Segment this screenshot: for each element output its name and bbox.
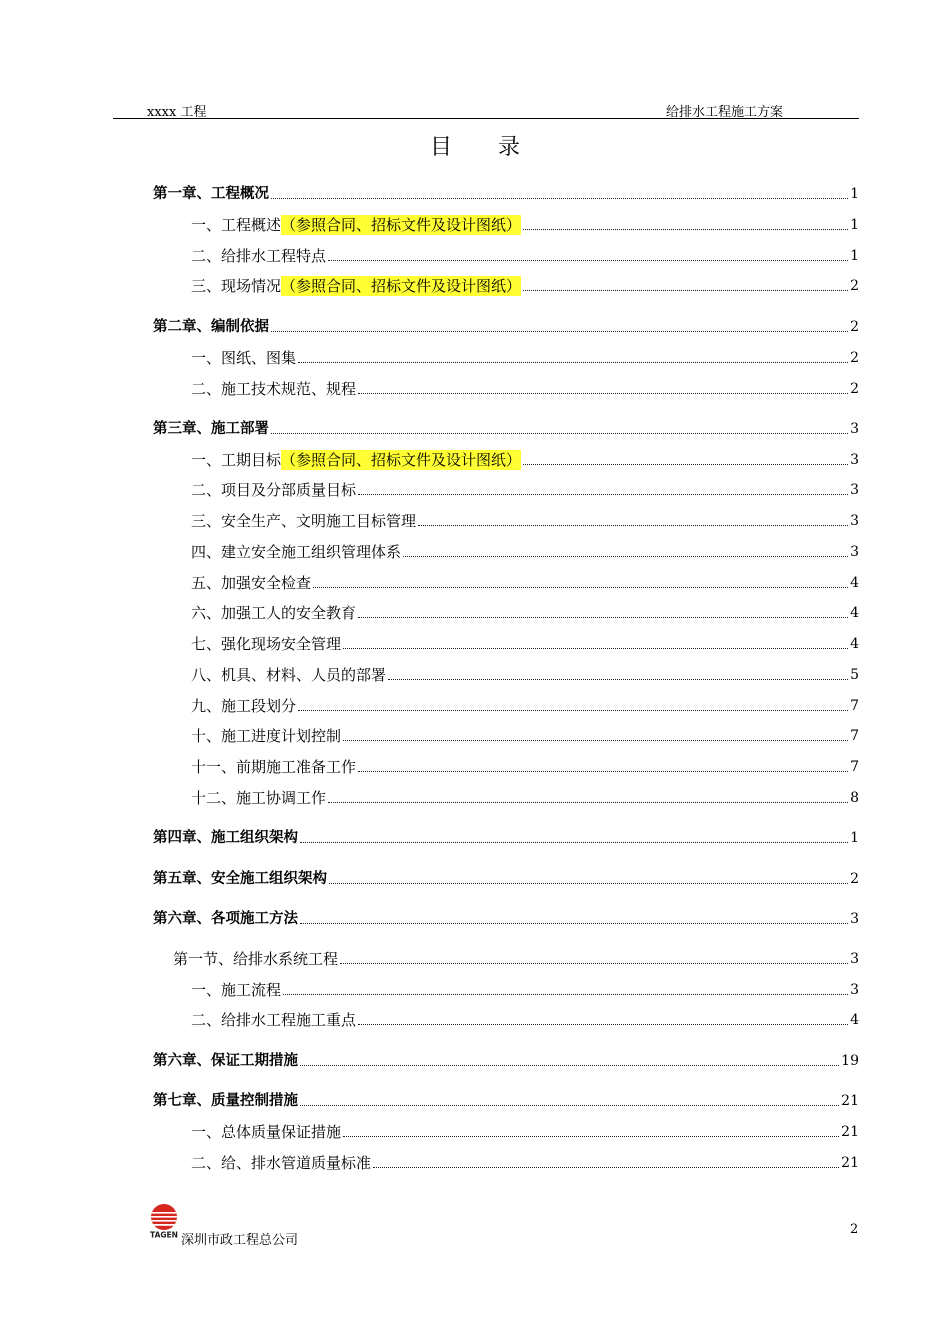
toc-leader-dots [418,524,848,526]
toc-leader-dots [373,1166,839,1168]
toc-entry-label: 二、给、排水管道质量标准 [191,1154,372,1172]
toc-entry[interactable] [153,867,859,889]
toc-entry-label: 一、工期目标 [191,451,282,469]
toc-leader-dots [358,493,848,495]
toc-entry[interactable] [191,213,859,235]
toc-entry-page: 3 [850,452,859,468]
toc-entry[interactable] [153,1089,859,1111]
toc-leader-dots [271,432,848,434]
toc-entry-page: 2 [850,319,859,335]
toc-entry[interactable] [153,315,859,337]
toc-entry-page: 7 [850,728,859,744]
toc-entry-page: 1 [850,830,859,846]
toc-entry-page: 3 [850,951,859,967]
toc-leader-dots [271,197,848,199]
toc-entry[interactable] [191,448,859,470]
toc-entry-note: （参照合同、招标文件及设计图纸） [281,277,522,295]
toc-entry-page: 5 [850,667,859,683]
toc-entry-page: 19 [841,1053,859,1069]
toc-entry[interactable] [191,540,859,562]
toc-entry-label: 三、现场情况 [191,277,282,295]
toc-entry-page: 4 [850,636,859,652]
toc-entry-label: 一、图纸、图集 [191,349,297,367]
toc-entry-page: 2 [850,350,859,366]
toc-entry-label: 八、机具、材料、人员的部署 [191,666,387,684]
toc-entry-label: 第七章、质量控制措施 [153,1093,298,1109]
toc-entry[interactable] [191,978,859,1000]
toc-entry-label: 十、施工进度计划控制 [191,727,342,745]
toc-entry-label: 四、建立安全施工组织管理体系 [191,543,402,561]
toc-entry[interactable] [191,601,859,623]
toc-entry[interactable] [153,907,859,929]
toc-entry-page: 7 [850,759,859,775]
company-logo-icon [146,1203,182,1239]
toc-entry-label: 六、加强工人的安全教育 [191,604,357,622]
toc-entry[interactable] [191,1008,859,1030]
toc-entry[interactable] [191,478,859,500]
toc-leader-dots [343,739,848,741]
toc-entry-page: 2 [850,278,859,294]
toc-entry-label: 第六章、保证工期措施 [153,1053,298,1069]
toc-entry[interactable] [153,182,859,204]
toc-entry[interactable] [191,755,859,777]
toc-entry-page: 21 [841,1093,859,1109]
toc-entry-page: 1 [850,248,859,264]
toc-entry[interactable] [191,786,859,808]
toc-leader-dots [328,259,848,261]
toc-entry-page: 7 [850,698,859,714]
toc-leader-dots [523,289,848,291]
toc-leader-dots [313,586,848,588]
toc-entry-page: 4 [850,1012,859,1028]
toc-title [0,130,950,161]
toc-entry[interactable] [191,724,859,746]
header-project-name: xxxx 工程 [147,105,207,120]
toc-leader-dots [298,709,848,711]
toc-leader-dots [388,678,848,680]
toc-entry-label: 第六章、各项施工方法 [153,911,298,927]
toc-entry-page: 21 [841,1155,859,1171]
header-document-title: 给排水工程施工方案 [665,105,783,120]
toc-entry-label: 一、施工流程 [191,981,282,999]
toc-entry-page: 4 [850,605,859,621]
toc-entry[interactable] [191,244,859,266]
toc-entry[interactable] [153,417,859,439]
toc-leader-dots [358,770,848,772]
toc-leader-dots [300,841,848,843]
toc-entry-label: 二、给排水工程施工重点 [191,1011,357,1029]
toc-entry-label: 第五章、安全施工组织架构 [153,871,327,887]
toc-entry-label: 三、安全生产、文明施工目标管理 [191,512,417,530]
toc-entry-page: 8 [850,790,859,806]
toc-entry-page: 3 [850,513,859,529]
toc-entry-page: 1 [850,186,859,202]
toc-entry[interactable] [191,632,859,654]
page-header [113,98,859,119]
toc-entry[interactable] [191,274,859,296]
toc-entry-label: 第四章、施工组织架构 [153,830,298,846]
toc-entry[interactable] [173,947,859,969]
toc-entry-label: 一、总体质量保证措施 [191,1123,342,1141]
toc-entry-label: 二、施工技术规范、规程 [191,380,357,398]
toc-leader-dots [403,555,848,557]
toc-entry[interactable] [153,826,859,848]
toc-leader-dots [298,361,848,363]
toc-entry-page: 2 [850,381,859,397]
toc-entry[interactable] [191,377,859,399]
toc-leader-dots [328,801,848,803]
toc-entry-page: 3 [850,482,859,498]
toc-leader-dots [358,1023,848,1025]
toc-entry-label: 第二章、编制依据 [153,319,269,335]
toc-entry-label: 二、项目及分部质量目标 [191,481,357,499]
toc-entry-page: 3 [850,982,859,998]
toc-title-char-2: 录 [498,135,521,160]
footer-company-name: 深圳市政工程总公司 [181,1233,299,1248]
toc-title-char-1: 目 [429,135,452,160]
toc-leader-dots [343,647,848,649]
toc-entry[interactable] [191,694,859,716]
footer-page-number: 2 [850,1222,859,1237]
toc-entry[interactable] [153,1049,859,1071]
toc-entry-label: 二、给排水工程特点 [191,247,327,265]
toc-leader-dots [300,1064,839,1066]
toc-entry-page: 2 [850,871,859,887]
toc-entry-label: 九、施工段划分 [191,697,297,715]
toc-leader-dots [523,463,848,465]
toc-entry-note: （参照合同、招标文件及设计图纸） [281,216,522,234]
toc-entry[interactable] [191,571,859,593]
toc-entry-page: 4 [850,575,859,591]
toc-leader-dots [340,962,848,964]
toc-entry[interactable] [191,1151,859,1173]
toc-leader-dots [358,616,848,618]
toc-leader-dots [358,392,848,394]
toc-entry-label: 一、工程概述 [191,216,282,234]
toc-entry-page: 3 [850,421,859,437]
toc-entry[interactable] [191,663,859,685]
toc-leader-dots [343,1135,839,1137]
logo-text: TAGEN [150,1230,178,1239]
toc-entry-label: 七、强化现场安全管理 [191,635,342,653]
toc-entry-label: 第一章、工程概况 [153,186,269,202]
toc-entry-page: 21 [841,1124,859,1140]
toc-entry[interactable] [191,509,859,531]
toc-leader-dots [271,330,848,332]
toc-leader-dots [283,993,848,995]
toc-entry-label: 第三章、施工部署 [153,421,269,437]
toc-entry-label: 十二、施工协调工作 [191,789,327,807]
toc-entry-label: 十一、前期施工准备工作 [191,758,357,776]
toc-entry-label: 五、加强安全检查 [191,574,312,592]
toc-entry-page: 3 [850,544,859,560]
toc-entry-note: （参照合同、招标文件及设计图纸） [281,451,522,469]
toc-leader-dots [523,228,848,230]
toc-leader-dots [300,922,848,924]
toc-entry[interactable] [191,1120,859,1142]
toc-entry-page: 1 [850,217,859,233]
toc-leader-dots [300,1104,839,1106]
toc-entry[interactable] [191,346,859,368]
toc-entry-page: 3 [850,911,859,927]
toc-leader-dots [329,882,848,884]
toc-entry-label: 第一节、给排水系统工程 [173,950,339,968]
